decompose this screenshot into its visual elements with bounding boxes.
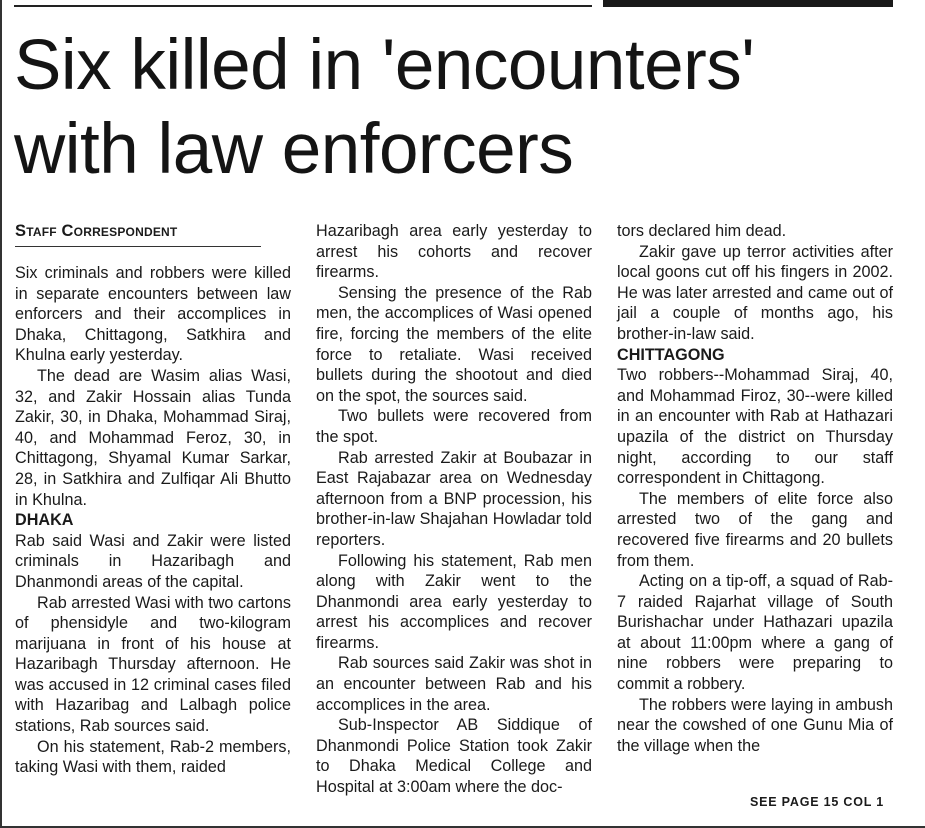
left-border-rule bbox=[0, 0, 2, 828]
paragraph: Rab arrested Wasi with two cartons of phensidyle and two-kilogram marijuana in front of his house at Hazaribagh Thursday afternoon. He was accused in 12 criminal cases filed with Hazaribag and Lalbagh police stations, Rab sources said. bbox=[15, 593, 291, 736]
section-subhead-dhaka: DHAKA bbox=[15, 511, 74, 530]
paragraph: Rab sources said Zakir was shot in an encounter between Rab and his accomplices in the area. bbox=[316, 654, 592, 714]
section-subhead-chittagong: CHITTAGONG bbox=[617, 345, 725, 364]
headline bbox=[14, 24, 914, 192]
paragraph: Sub-Inspector AB Siddique of Dhanmondi Police Station took Zakir to Dhaka Medical College and Hospital at 3:00am where the doc- bbox=[316, 716, 592, 797]
top-border-rule bbox=[14, 5, 592, 7]
paragraph: The robbers were laying in ambush near the cowshed of one Gunu Mia of the village when the bbox=[617, 695, 893, 755]
article-column-2 bbox=[316, 221, 592, 798]
paragraph: Rab said Wasi and Zakir were listed criminals in Hazaribagh and Dhanmondi areas of the capital. bbox=[15, 531, 291, 591]
paragraph: Two bullets were recovered from the spot. bbox=[316, 407, 592, 446]
paragraph: tors declared him dead. bbox=[617, 222, 787, 240]
headline-line-2: with law enforcers bbox=[14, 110, 574, 189]
paragraph: Following his statement, Rab men along with Zakir went to the Dhanmondi area early yesterday to arrest his accomplices and recover firearms. bbox=[316, 551, 592, 652]
top-right-bar bbox=[603, 0, 893, 7]
paragraph: On his statement, Rab-2 members, taking Wasi with them, raided bbox=[15, 737, 291, 777]
paragraph: Two robbers--Mohammad Siraj, 40, and Mohammad Firoz, 30--were killed in an encounter with Rab at Hathazari upazila of the district on Thursday night, according to our staff correspondent in Chittagong. bbox=[617, 366, 893, 488]
paragraph: The members of elite force also arrested two of the gang and recovered five firearms and 20 bullets from them. bbox=[617, 489, 893, 570]
paragraph: Zakir gave up terror activities after local goons cut off his fingers in 2002. He was later arrested and came out of jail a couple of months ago, his brother-in-law said. bbox=[617, 242, 893, 343]
paragraph: The dead are Wasim alias Wasi, 32, and Zakir Hossain alias Tunda Zakir, 30, in Dhaka, Mohammad Siraj, 40, and Mohammad Feroz, 30, in Chittagong, Shyamal Kumar Sarkar, 28, in Satkhira and Zulfiqar Ali Bhutto in Khulna. bbox=[15, 366, 291, 509]
byline: Staff Correspondent bbox=[15, 222, 178, 240]
paragraph: Six criminals and robbers were killed in separate encounters between law enforcers and their accomplices in Dhaka, Chittagong, Satkhira and Khulna early yesterday. bbox=[15, 264, 291, 365]
byline-underline bbox=[15, 246, 261, 247]
continued-jump-line: SEE PAGE 15 COL 1 bbox=[750, 795, 885, 809]
paragraph: Rab arrested Zakir at Boubazar in East Rajabazar area on Wednesday afternoon from a BNP procession, his brother-in-law Shajahan Howladar told reporters. bbox=[316, 448, 592, 549]
headline-line-1: Six killed in 'encounters' bbox=[14, 26, 755, 105]
article-column-3 bbox=[617, 221, 893, 756]
paragraph: Hazaribagh area early yesterday to arrest his cohorts and recover firearms. bbox=[316, 222, 592, 282]
article-column-1 bbox=[15, 221, 291, 778]
paragraph: Acting on a tip-off, a squad of Rab-7 raided Rajarhat village of South Burishachar under Hathazari upazila at about 11:00pm where a gang of nine robbers were preparing to commit a robbery. bbox=[617, 572, 893, 694]
paragraph: Sensing the presence of the Rab men, the accomplices of Wasi opened fire, forcing the members of the elite force to retaliate. Wasi received bullets during the shootout and died on the spot, the sources said. bbox=[316, 283, 592, 405]
